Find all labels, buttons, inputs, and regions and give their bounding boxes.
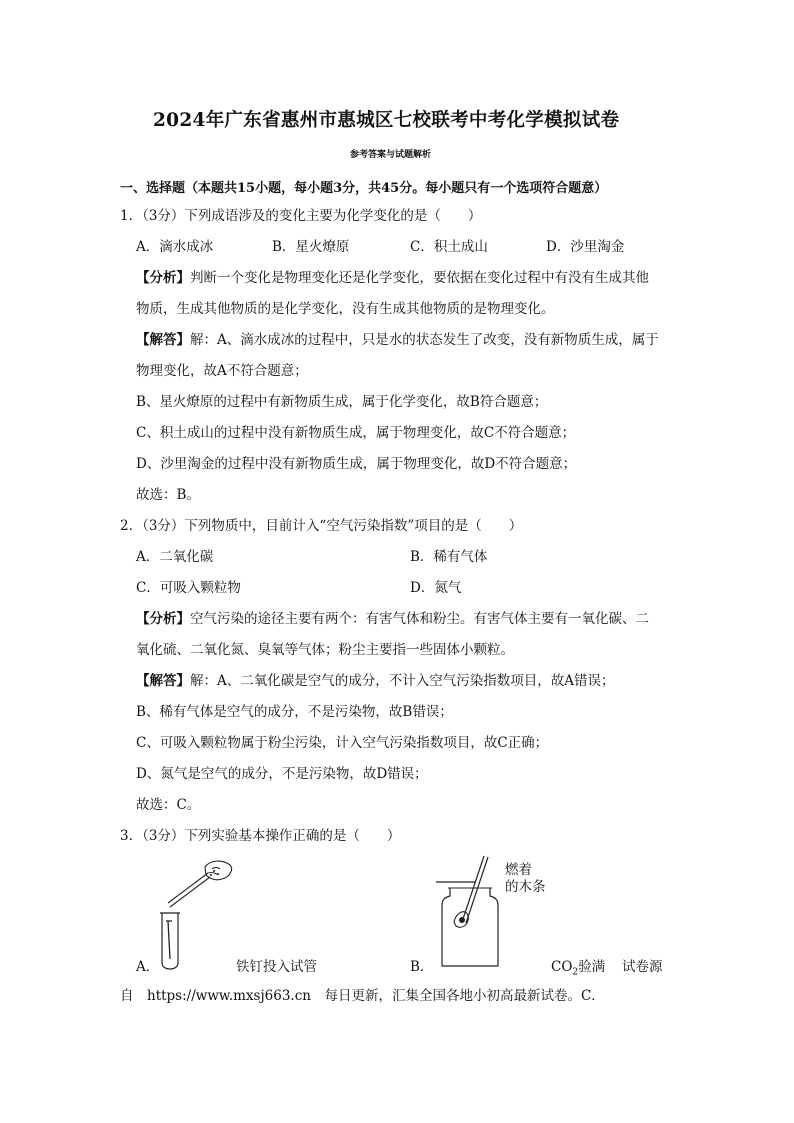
- source-line: 自 https://www.mxsj663.cn 每日更新，汇集全国各地小初高最新试卷。C．: [120, 988, 605, 1004]
- answer-text: 解：A、二氧化碳是空气的成分，不计入空气污染指数项目，故A错误；: [190, 673, 615, 689]
- analysis-tag: 【分析】: [136, 270, 190, 286]
- answer-text: 解：A、滴水成冰的过程中，只是水的状态发生了改变，没有新物质生成，属于: [190, 332, 659, 348]
- option-a: A．二氧化碳: [136, 549, 214, 565]
- option-d: D．氮气: [410, 580, 462, 596]
- question-stem: 3．（3分）下列实验基本操作正确的是（ ）: [120, 828, 401, 844]
- stick-label-line: 燃着: [505, 862, 532, 878]
- answer-tag: 【解答】: [136, 673, 190, 689]
- analysis-text: 空气污染的途径主要有两个：有害气体和粉尘。有害气体主要有一氧化碳、二: [190, 611, 649, 627]
- answer-line: D、氮气是空气的成分，不是污染物，故D错误；: [136, 766, 428, 782]
- analysis-line: 氧化硫、二氧化氮、臭氧等气体；粉尘主要指一些固体小颗粒。: [136, 642, 514, 658]
- formula-subscript: 2: [572, 967, 579, 978]
- option-b: B．星火燎原: [272, 239, 350, 255]
- option-b: B．稀有气体: [410, 549, 488, 565]
- answer-line: [136, 672, 615, 690]
- stick-label-line: 的木条: [505, 879, 546, 895]
- analysis-line: 物质，生成其他物质的是化学变化，没有生成其他物质的是物理变化。: [136, 301, 555, 317]
- answer-line: D、沙里淘金的过程中没有新物质生成，属于物理变化，故D不符合题意；: [136, 456, 577, 472]
- question-stem: 1．（3分）下列成语涉及的变化主要为化学变化的是（ ）: [120, 208, 482, 224]
- page-subtitle: 参考答案与试题解析: [350, 150, 432, 160]
- answer-line: B、稀有气体是空气的成分，不是污染物，故B错误；: [136, 704, 453, 720]
- test-tube-figure: [150, 855, 240, 975]
- section-heading: 一、选择题（本题共15小题，每小题3分，共45分。每小题只有一个选项符合题意）: [120, 181, 608, 196]
- analysis-text: 判断一个变化是物理变化还是化学变化，要依据在变化过程中有没有生成其他: [190, 270, 649, 286]
- option-a: A．滴水成冰: [136, 239, 214, 255]
- question-stem: 2．（3分）下列物质中，目前计入“空气污染指数”项目的是（ ）: [120, 518, 523, 534]
- answer-line: [136, 331, 659, 349]
- page-title: 2024年广东省惠州市惠城区七校联考中考化学模拟试卷: [153, 110, 620, 131]
- answer-line: C、积土成山的过程中没有新物质生成，属于物理变化，故C不符合题意；: [136, 425, 576, 441]
- analysis-tag: 【分析】: [136, 611, 190, 627]
- analysis-line: [136, 269, 649, 287]
- analysis-line: [136, 610, 649, 628]
- option-b-letter: B．: [410, 959, 434, 975]
- gas-jar-figure: [432, 852, 512, 972]
- option-b-caption: [551, 958, 605, 982]
- choice-line: 故选：C。: [136, 797, 201, 813]
- caption-text: 验满: [578, 959, 606, 975]
- option-a-letter: A．: [136, 959, 160, 975]
- source-prefix: 试卷源: [622, 959, 663, 975]
- option-c: C．积土成山: [410, 239, 488, 255]
- choice-line: 故选：B。: [136, 487, 200, 503]
- answer-line: B、星火燎原的过程中有新物质生成，属于化学变化，故B符合题意；: [136, 394, 548, 410]
- option-c: C．可吸入颗粒物: [136, 580, 241, 596]
- option-a-caption: 铁钉投入试管: [236, 959, 317, 975]
- stick-label: [505, 862, 546, 896]
- formula-co: CO: [551, 959, 573, 975]
- option-d: D．沙里淘金: [546, 239, 625, 255]
- answer-line: C、可吸入颗粒物属于粉尘污染，计入空气污染指数项目，故C正确；: [136, 735, 549, 751]
- answer-tag: 【解答】: [136, 332, 190, 348]
- answer-line: 物理变化，故A不符合题意；: [136, 363, 308, 379]
